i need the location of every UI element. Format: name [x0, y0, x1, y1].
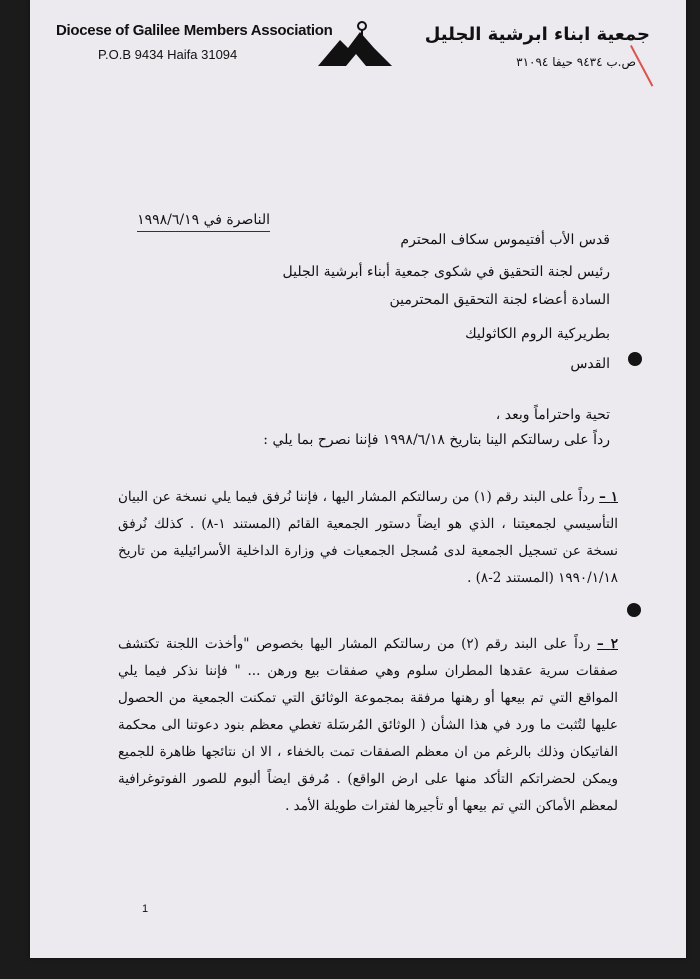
letterhead-english-name: Diocese of Galilee Members Association — [56, 22, 333, 39]
addressee-line: السادة أعضاء لجنة التحقيق المحترمين — [389, 292, 610, 308]
association-logo-icon — [316, 18, 394, 70]
letterhead-english-pob: P.O.B 9434 Haifa 31094 — [98, 47, 238, 62]
paragraph-1 — [118, 484, 618, 592]
letter-page — [30, 0, 686, 958]
paragraph-number: ٢ – — [597, 636, 619, 652]
greeting: تحية واحتراماً وبعد ، — [495, 407, 610, 423]
addressee-line: القدس — [570, 356, 610, 372]
paragraph-2 — [118, 631, 618, 820]
punch-hole — [627, 603, 641, 617]
addressee-line: بطريركية الروم الكاثوليك — [465, 326, 610, 342]
letterhead-arabic-pob: ص.ب ٩٤٣٤ حيفا ٣١٠٩٤ — [516, 55, 636, 69]
punch-hole — [628, 352, 642, 366]
paragraph-number: ١ – — [599, 489, 619, 505]
paragraph-text: رداً على البند رقم (١) من رسالتكم المشار اليها ، فإننا نُرفق فيما يلي نسخة عن البيان التأسيسي لجمعيتنا ، الذي هو ايضاً دستور الجمعية القائم (المستند ١-٨) . كذلك نُرفق نسخة عن تسجيل الجمعية لدى مُسجل الجمعيات في وزارة الداخلية الأسرائيلية من تاريخ ١٩٩٠/١/١٨ (المستند 2-٨) . — [118, 489, 618, 586]
letter-date: الناصرة في ١٩٩٨/٦/١٩ — [137, 212, 270, 232]
page-number: 1 — [142, 903, 149, 915]
letterhead-arabic-name: جمعية ابناء ابرشية الجليل — [424, 24, 650, 45]
addressee-line: قدس الأب أفتيموس سكاف المحترم — [400, 232, 610, 248]
reference-line: رداً على رسالتكم الينا بتاريخ ١٩٩٨/٦/١٨ فإننا نصرح بما يلي : — [263, 432, 610, 448]
paragraph-text: رداً على البند رقم (٢) من رسالتكم المشار اليها بخصوص "وأخذت اللجنة تكتشف صفقات سرية عقدها المطران سلوم وهي صفقات بيع ورهن ... " فإننا نذكر فيما يلي المواقع التي تم بيعها أو رهنها مرفقة بمجموعة الوثائق التي تمكنت الجمعية من الحصول عليها لتُثبت ما ورد في هذا الشأن ( الوثائق المُرسَلة تغطي معظم بنود دعوتنا الى محكمة الفاتيكان وذلك بالرغم من ان معظم الصفقات تمت بالخفاء ، الا ان نتائجها ظاهرة للجميع ويمكن لحضراتكم التأكد منها على ارض الواقع) . مُرفق ايضاً ألبوم للصور الفوتوغرافية لمعظم الأماكن التي تم بيعها أو تأجيرها لفترات طويلة الأمد . — [118, 636, 618, 814]
addressee-line: رئيس لجنة التحقيق في شكوى جمعية أبناء أبرشية الجليل — [282, 264, 610, 280]
